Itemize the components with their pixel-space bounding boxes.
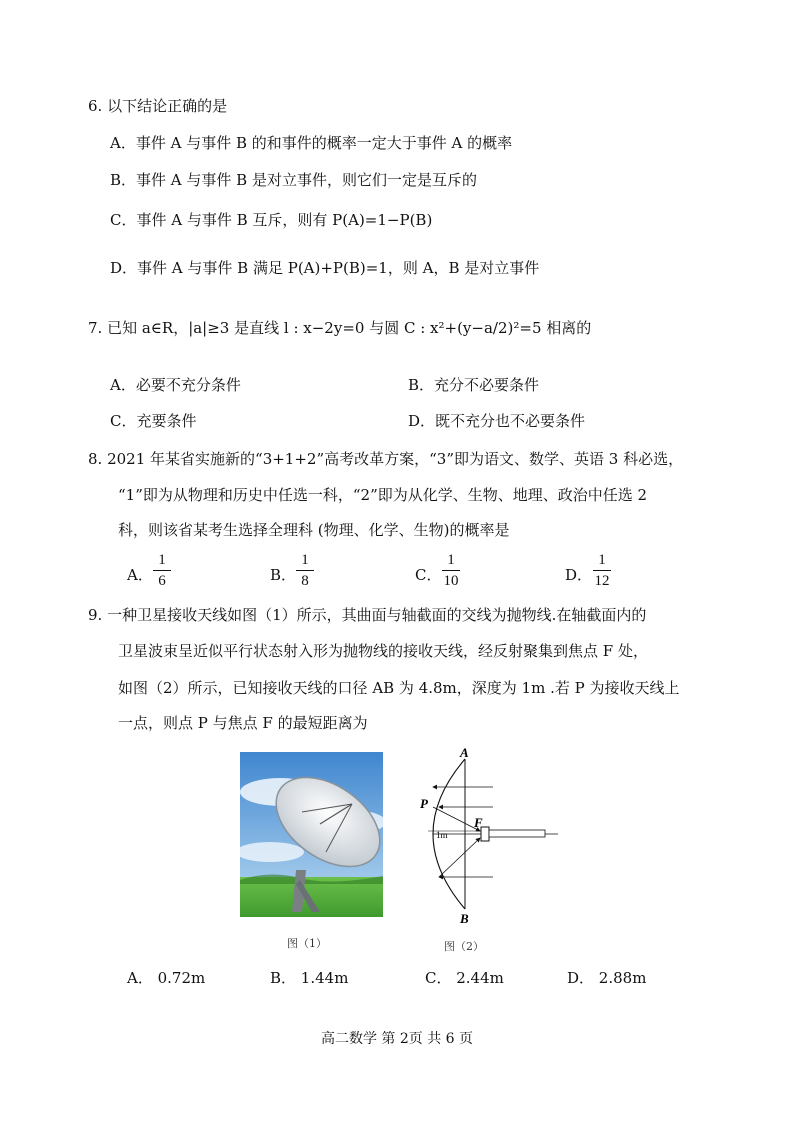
q8-option-d-fraction: [591, 551, 613, 590]
q9-option-a: A． 0.72m: [127, 969, 206, 987]
q9-line-2: 卫星波束呈近似平行状态射入形为抛物线的接收天线，经反射聚集到焦点 F 处，: [118, 642, 648, 660]
q8-option-d-label: D．: [565, 566, 593, 584]
q9-option-c: C． 2.44m: [425, 969, 504, 987]
q7-option-a: A．必要不充分条件: [110, 376, 241, 394]
q8-option-a-label: A．: [127, 566, 153, 584]
page-footer: 高二数学 第 2页 共 6 页: [320, 1031, 474, 1047]
q6-option-c: C．事件 A 与事件 B 互斥，则有 P(A)=1−P(B): [110, 211, 433, 229]
label-a: A: [460, 745, 469, 760]
q8-option-d-den: 12: [594, 573, 610, 589]
q8-option-b-den: 8: [301, 573, 309, 589]
label-depth: 1m: [436, 830, 448, 840]
q8-option-a-den: 6: [158, 573, 166, 589]
figure-1-dish-photo: [240, 752, 383, 917]
q8-line-3: 科，则该省某考生选择全理科 (物理、化学、生物)的概率是: [118, 521, 510, 539]
label-b: B: [460, 911, 469, 926]
q9-line-4: 一点，则点 P 与焦点 F 的最短距离为: [118, 714, 368, 732]
figure-1-caption: 图（1）: [287, 937, 327, 950]
q8-option-b-fraction: [294, 551, 316, 590]
q6-stem: 6. 以下结论正确的是: [88, 97, 228, 115]
q8-option-c-num: 1: [447, 552, 455, 568]
q8-option-d-num: 1: [598, 552, 606, 568]
q8-option-a-fraction: [151, 551, 173, 590]
q6-option-a: A．事件 A 与事件 B 的和事件的概率一定大于事件 A 的概率: [110, 134, 513, 152]
q9-option-b: B． 1.44m: [270, 969, 349, 987]
q8-line-2: “1”即为从物理和历史中任选一科，“2”即为从化学、生物、地理、政治中任选 2: [118, 486, 648, 504]
q7-option-d: D．既不充分也不必要条件: [408, 412, 586, 430]
q7-option-c: C．充要条件: [110, 412, 197, 430]
q8-option-b-num: 1: [301, 552, 309, 568]
figure-2-caption: 图（2）: [444, 940, 484, 953]
q9-line-1: 9. 一种卫星接收天线如图（1）所示，其曲面与轴截面的交线为抛物线.在轴截面内的: [88, 606, 647, 624]
q7-stem: 7. 已知 a∈R，|a|≥3 是直线 l : x−2y=0 与圆 C : x²+(y−a/2)²=5 相离的: [88, 319, 592, 337]
q8-line-1: 8. 2021 年某省实施新的“3+1+2”高考改革方案，“3”即为语文、数学、英语 3 科必选，: [88, 450, 684, 468]
q6-option-b: B．事件 A 与事件 B 是对立事件，则它们一定是互斥的: [110, 171, 477, 189]
figure-2-parabola-diagram: [408, 745, 568, 930]
label-f: F: [474, 815, 483, 830]
q8-option-b-label: B．: [270, 566, 297, 584]
q8-option-c-den: 10: [443, 573, 459, 589]
q8-option-c-label: C．: [415, 566, 442, 584]
label-p: P: [420, 796, 428, 811]
q8-option-c-fraction: [440, 551, 462, 590]
q7-option-b: B．充分不必要条件: [408, 376, 540, 394]
q9-line-3: 如图（2）所示，已知接收天线的口径 AB 为 4.8m，深度为 1m .若 P 为接收天线上: [118, 679, 680, 697]
q8-option-a-num: 1: [158, 552, 166, 568]
q9-option-d: D． 2.88m: [567, 969, 647, 987]
q6-option-d: D．事件 A 与事件 B 满足 P(A)+P(B)=1，则 A，B 是对立事件: [110, 259, 540, 277]
